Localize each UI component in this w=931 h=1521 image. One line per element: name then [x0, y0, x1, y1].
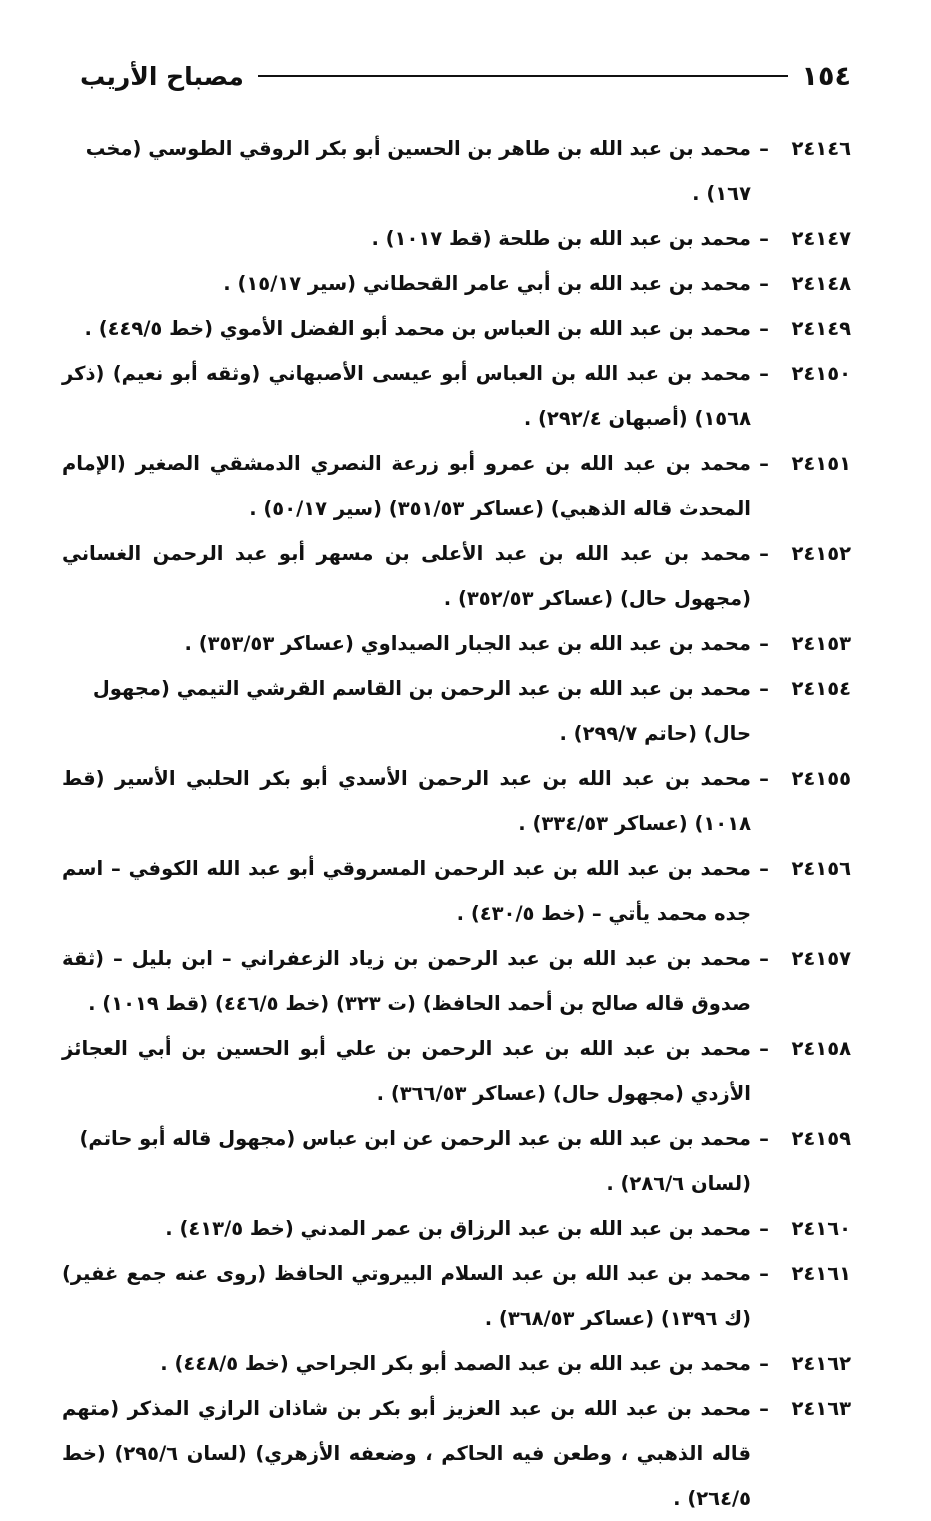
entry-number: ٢٤١٤٦ — [791, 137, 851, 160]
entry-number: ٢٤١٥١ — [791, 452, 851, 475]
entry-text: محمد بن عبد الله بن أبي عامر القحطاني (سير ١٥/١٧) . — [223, 272, 751, 295]
entry-number: ٢٤١٥٧ — [791, 947, 851, 970]
entry-text: محمد بن عبد الله بن عبد الرحمن بن القاسم القرشي التيمي (مجهول حال) (حاتم ٢٩٩/٧) . — [92, 677, 751, 745]
entry-24156 — [62, 846, 851, 936]
entry-24152 — [62, 531, 851, 621]
entry-number: ٢٤١٤٧ — [791, 227, 851, 250]
entry-24161 — [62, 1251, 851, 1341]
entry-number: ٢٤١٥٠ — [791, 362, 851, 385]
entry-text: محمد بن عبد الله بن طلحة (قط ١٠١٧) . — [371, 227, 751, 250]
entry-24147 — [62, 216, 851, 261]
entry-24151 — [62, 441, 851, 531]
entry-dash: – — [759, 1217, 769, 1240]
entry-dash: – — [759, 767, 769, 790]
entry-text: محمد بن عبد الله بن عبد الرحمن عن ابن عباس (مجهول قاله أبو حاتم) (لسان ٢٨٦/٦) . — [79, 1127, 751, 1195]
entry-24154 — [62, 666, 851, 756]
entry-number: ٢٤١٥٣ — [791, 632, 851, 655]
entry-dash: – — [759, 542, 769, 565]
entry-dash: – — [759, 1127, 769, 1150]
entry-number: ٢٤١٦٠ — [791, 1217, 851, 1240]
entry-text: محمد بن عبد الله بن عبد الرزاق بن عمر المدني (خط ٤١٣/٥) . — [165, 1217, 751, 1240]
entry-text: محمد بن عبد الله بن عبد السلام البيروتي الحافظ (روى عنه جمع غفير) (ك ١٣٩٦) (عساكر ٣٦٨/٥٣) . — [62, 1262, 751, 1330]
page-header — [80, 56, 851, 96]
entry-text: محمد بن عبد الله بن عبد الرحمن بن علي أبو الحسين بن أبي العجائز الأزدي (مجهول حال) (عساكر ٣٦٦/٥٣) . — [62, 1037, 751, 1105]
entry-dash: – — [759, 947, 769, 970]
entry-text: محمد بن عبد الله بن عبد العزيز أبو بكر بن شاذان الرازي المذكر (متهم قاله الذهبي ، وطعن فيه الحاكم ، وضعفه الأزهري) (لسان ٢٩٥/٦) (خط ٢٦٤/٥) . — [62, 1397, 751, 1510]
entry-number: ٢٤١٥٥ — [791, 767, 851, 790]
header-rule — [258, 75, 788, 77]
entry-24149 — [62, 306, 851, 351]
entry-24163 — [62, 1386, 851, 1521]
entry-number: ٢٤١٥٩ — [791, 1127, 851, 1150]
page-number: ١٥٤ — [801, 60, 851, 92]
entry-dash: – — [759, 632, 769, 655]
entry-dash: – — [759, 272, 769, 295]
entry-24150 — [62, 351, 851, 441]
entry-dash: – — [759, 362, 769, 385]
entry-number: ٢٤١٤٨ — [791, 272, 851, 295]
entry-text: محمد بن عبد الله بن طاهر بن الحسين أبو بكر الروقي الطوسي (مخب ١٦٧) . — [85, 137, 751, 205]
entry-number: ٢٤١٥٦ — [791, 857, 851, 880]
entry-text: محمد بن عبد الله بن عبد الجبار الصيداوي (عساكر ٣٥٣/٥٣) . — [184, 632, 751, 655]
entry-text: محمد بن عبد الله بن العباس بن محمد أبو الفضل الأموي (خط ٤٤٩/٥) . — [84, 317, 751, 340]
entry-dash: – — [759, 1037, 769, 1060]
entry-text: محمد بن عبد الله بن عبد الرحمن بن زياد الزعفراني – ابن بليل – (ثقة صدوق قاله صالح بن أحمد الحافظ) (ت ٣٢٣) (خط ٤٤٦/٥) (قط ١٠١٩) . — [62, 947, 751, 1015]
entry-text: محمد بن عبد الله بن العباس أبو عيسى الأصبهاني (وثقه أبو نعيم) (ذكر ١٥٦٨) (أصبهان ٢٩٢/٤) . — [62, 362, 751, 430]
entry-24158 — [62, 1026, 851, 1116]
entry-number: ٢٤١٥٤ — [791, 677, 851, 700]
entry-text: محمد بن عبد الله بن عبد الرحمن المسروقي أبو عبد الله الكوفي – اسم جده محمد يأتي – (خط ٤٣٠/٥) . — [62, 857, 751, 925]
entry-dash: – — [759, 1262, 769, 1285]
entry-24153 — [62, 621, 851, 666]
entry-number: ٢٤١٦١ — [791, 1262, 851, 1285]
entry-number: ٢٤١٤٩ — [791, 317, 851, 340]
book-title: مصباح الأريب — [80, 61, 244, 91]
entry-24160 — [62, 1206, 851, 1251]
entry-24159 — [62, 1116, 851, 1206]
entry-24155 — [62, 756, 851, 846]
entry-text: محمد بن عبد الله بن عبد الصمد أبو بكر الجراحي (خط ٤٤٨/٥) . — [160, 1352, 751, 1375]
entry-dash: – — [759, 1352, 769, 1375]
entry-24146 — [62, 126, 851, 216]
entry-24148 — [62, 261, 851, 306]
entries-list — [62, 126, 851, 1521]
entry-dash: – — [759, 227, 769, 250]
entry-number: ٢٤١٦٢ — [791, 1352, 851, 1375]
entry-dash: – — [759, 137, 769, 160]
entry-dash: – — [759, 317, 769, 340]
entry-number: ٢٤١٦٣ — [791, 1397, 851, 1420]
entry-dash: – — [759, 677, 769, 700]
entry-number: ٢٤١٥٢ — [791, 542, 851, 565]
entry-dash: – — [759, 857, 769, 880]
entry-text: محمد بن عبد الله بن عبد الرحمن الأسدي أبو بكر الحلبي الأسير (قط ١٠١٨) (عساكر ٣٣٤/٥٣) . — [62, 767, 751, 835]
entry-dash: – — [759, 452, 769, 475]
entry-text: محمد بن عبد الله بن عمرو أبو زرعة النصري الدمشقي الصغير (الإمام المحدث قاله الذهبي) (عساكر ٣٥١/٥٣) (سير ٥٠/١٧) . — [62, 452, 751, 520]
entry-number: ٢٤١٥٨ — [791, 1037, 851, 1060]
entry-text: محمد بن عبد الله بن عبد الأعلى بن مسهر أبو عبد الرحمن الغساني (مجهول حال) (عساكر ٣٥٢/٥٣) . — [62, 542, 751, 610]
entry-dash: – — [759, 1397, 769, 1420]
entry-24157 — [62, 936, 851, 1026]
